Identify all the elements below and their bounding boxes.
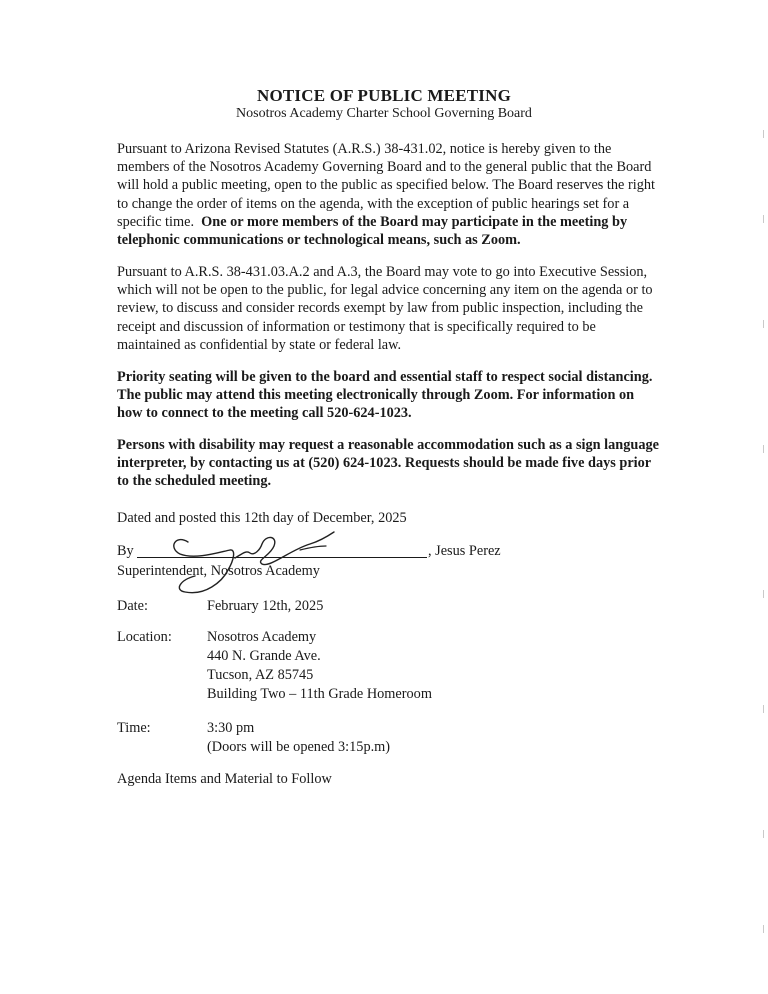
paragraph-statute-notice <box>117 140 662 249</box>
paragraph-remote-participation: One or more members of the Board may participate in the meeting by telephonic communications or technological means, such as Zoom. <box>117 213 628 249</box>
agenda-note: Agenda Items and Material to Follow <box>117 771 332 787</box>
paragraph-priority-seating <box>117 368 662 423</box>
notice-title: NOTICE OF PUBLIC MEETING <box>256 86 511 105</box>
date-value: February 12th, 2025 <box>207 598 324 614</box>
paragraph-accommodation <box>117 436 662 491</box>
location-line: Building Two – 11th Grade Homeroom <box>207 686 432 702</box>
paragraph-executive-session: Pursuant to A.R.S. 38-431.03.A.2 and A.3, the Board may vote to go into Executive Session, which will not be open to the public, for legal advice concerning any item on the agenda or to review, to discuss and consider records exempt by law from public inspection, including the receipt and discussion of information or testimony that is specifically required to be maintained as confidential by state or federal law. <box>117 264 653 353</box>
by-label: By <box>117 543 134 559</box>
priority-seating-text: Priority seating will be given to the board and essential staff to respect social distancing. The public may attend this meeting electronically through Zoom. For information on how to connect to the meeting call 520-624-1023. <box>117 369 653 422</box>
time-value: 3:30 pm <box>207 720 255 736</box>
scan-margin-marks <box>754 0 768 994</box>
notice-subtitle: Nosotros Academy Charter School Governing Board <box>236 106 532 121</box>
accommodation-text: Persons with disability may request a reasonable accommodation such as a sign language interpreter, by contacting us at (520) 624-1023. Requests should be made five days prior to the scheduled meeting. <box>117 437 659 490</box>
time-label: Time: <box>117 720 151 736</box>
time-note: (Doors will be opened 3:15p.m) <box>207 739 391 755</box>
location-line: Nosotros Academy <box>207 629 317 645</box>
location-line: Tucson, AZ 85745 <box>207 667 314 683</box>
signer-name: , Jesus Perez <box>428 543 501 559</box>
paragraph-statute-text: Pursuant to Arizona Revised Statutes (A.R.S.) 38-431.02, notice is hereby given to the members of the Nosotros Academy Governing Board and to the general public that the Board will hold a public meeting, open to the public as specified below. The Board reserves the right to change the order of items on the agenda, with the exception of public hearings set for a specific time. <box>117 141 655 230</box>
handwritten-signature <box>150 520 350 600</box>
dated-posted-line: Dated and posted this 12th day of December, 2025 <box>117 510 407 526</box>
signer-title: Superintendent, Nosotros Academy <box>117 563 320 579</box>
location-label: Location: <box>117 629 172 645</box>
date-label: Date: <box>117 598 148 614</box>
location-line: 440 N. Grande Ave. <box>207 648 321 664</box>
